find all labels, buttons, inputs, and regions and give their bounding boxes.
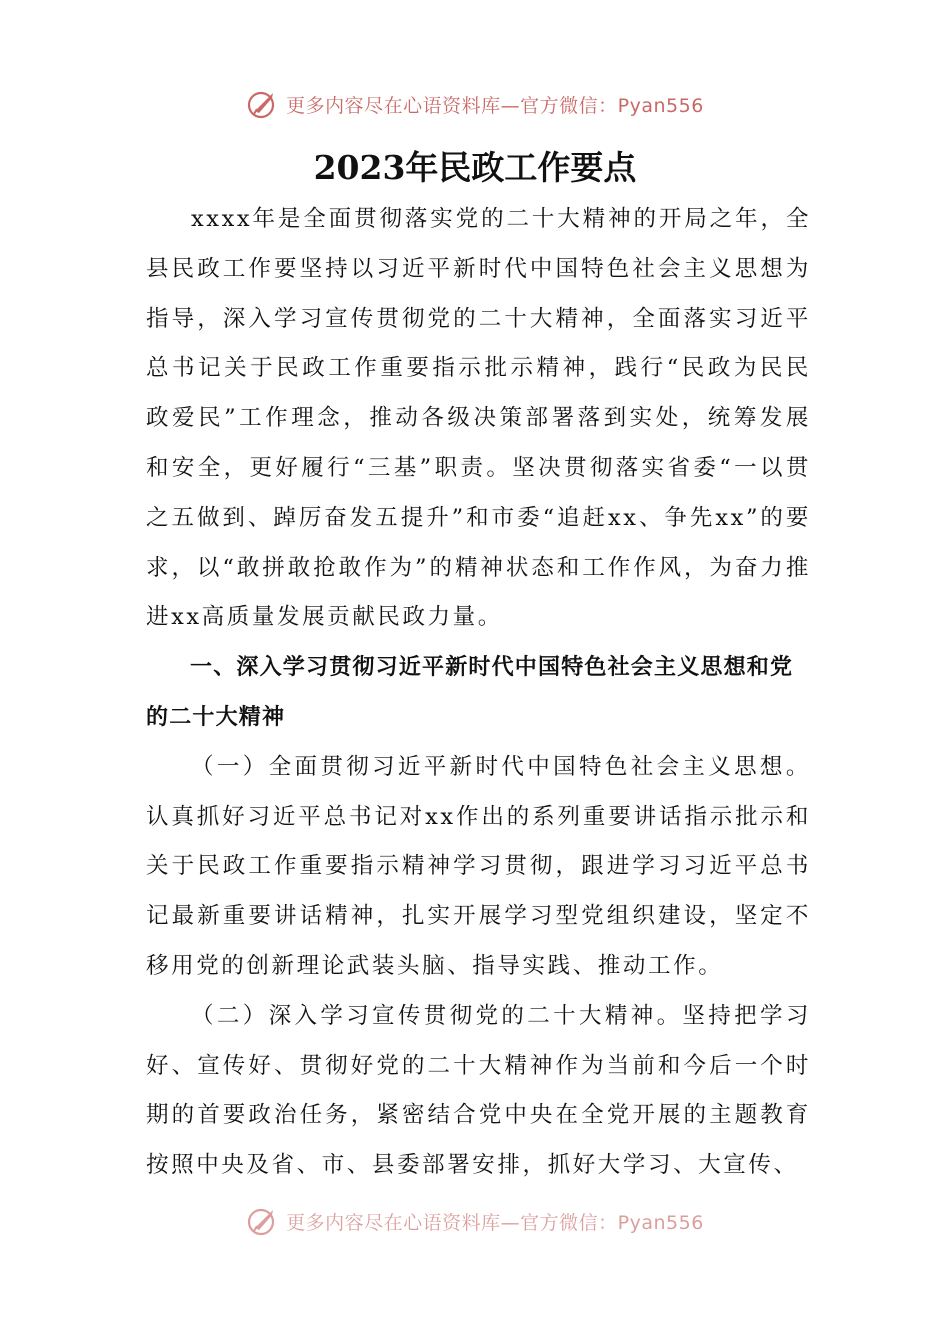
document-body [146,195,811,1191]
quill-pen-logo-icon [246,87,280,121]
page-title: 2023年民政工作要点 [313,148,637,187]
item-paragraph-2: （二）深入学习宣传贯彻党的二十大精神。坚持把学习好、宣传好、贯彻好党的二十大精神作为当前和今后一个时期的首要政治任务，紧密结合党中央在全党开展的主题教育按照中央及省、市、县委部署安排，抓好大学习、大宣传、 [146,1002,811,1179]
intro-paragraph: xxxx年是全面贯彻落实党的二十大精神的开局之年，全县民政工作要坚持以习近平新时代中国特色社会主义思想为指导，深入学习宣传贯彻党的二十大精神，全面落实习近平总书记关于民政工作重要指示批示精神，践行“民政为民民政爱民”工作理念，推动各级决策部署落到实处，统筹发展和安全，更好履行“三基”职责。坚决贯彻落实省委“一以贯之五做到、踔厉奋发五提升”和市委“追赶xx、争先xx”的要求，以“敢拼敢抢敢作为”的精神状态和工作作风，为奋力推进xx高质量发展贡献民政力量。 [146,206,811,631]
footer-watermark [0,1204,950,1238]
section-heading: 一、深入学习贯彻习近平新时代中国特色社会主义思想和党的二十大精神 [146,655,794,730]
watermark-text-footer: 更多内容尽在心语资料库—官方微信：Pyan556 [286,1211,704,1234]
header-watermark [0,84,950,124]
watermark-text: 更多内容尽在心语资料库—官方微信：Pyan556 [286,94,704,117]
quill-pen-logo-icon [246,1204,280,1238]
item-paragraph-1: （一）全面贯彻习近平新时代中国特色社会主义思想。认真抓好习近平总书记对xx作出的系列重要讲话指示批示和关于民政工作重要指示精神学习贯彻，跟进学习习近平总书记最新重要讲话精神，扎实开展学习型党组织建设，坚定不移用党的创新理论武装头脑、指导实践、推动工作。 [146,753,811,979]
